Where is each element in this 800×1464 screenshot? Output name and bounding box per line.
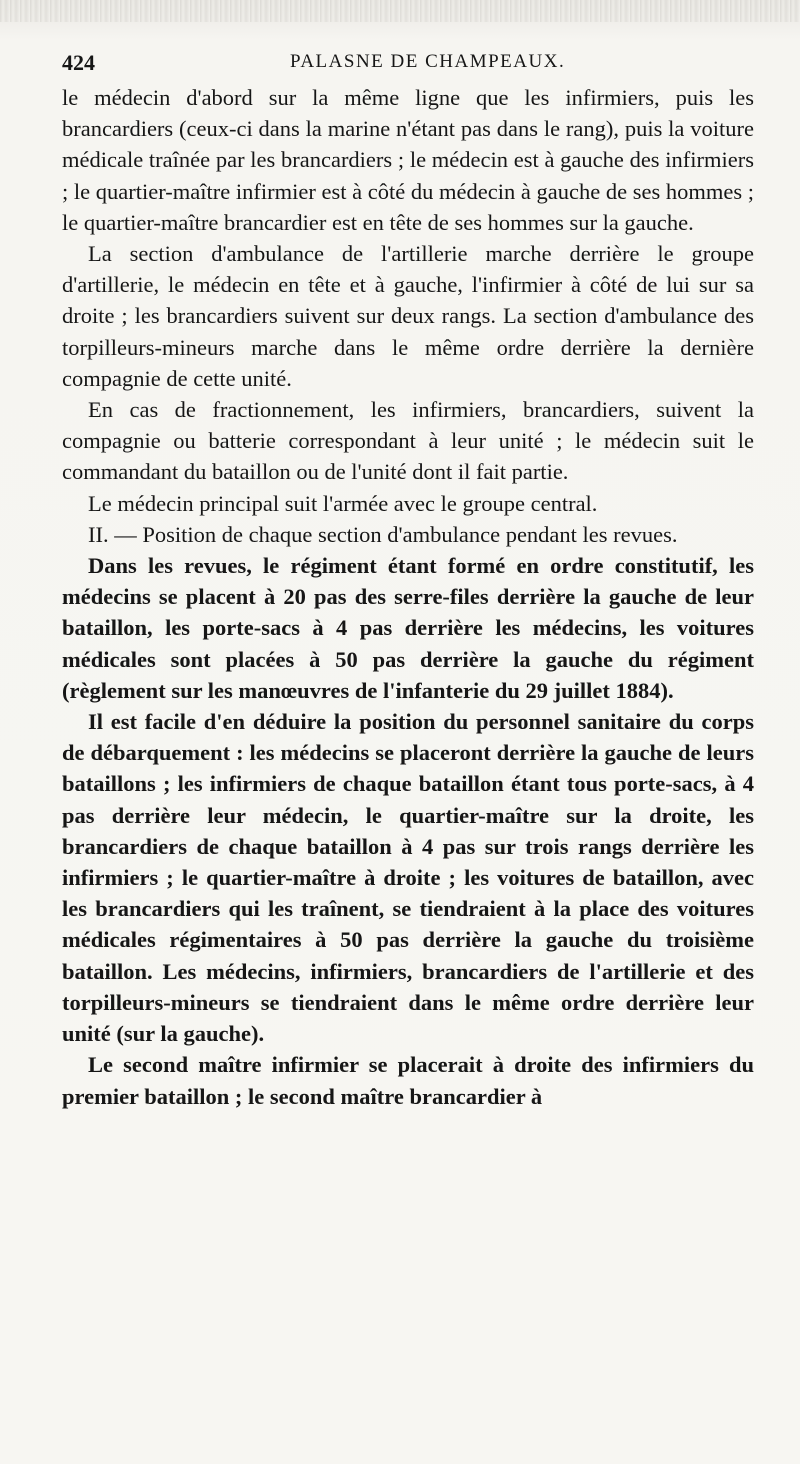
scan-edge bbox=[0, 0, 800, 22]
section-heading: II. — Position de chaque section d'ambulance pendant les revues. bbox=[88, 521, 678, 547]
page-header bbox=[62, 50, 762, 82]
page-number: 424 bbox=[62, 50, 95, 75]
paragraph-4: Le médecin principal suit l'armée avec le groupe central. bbox=[88, 490, 598, 516]
paragraph-7: Le second maître infirmier se placerait à droite des infirmiers du premier bataillon ; le second maître brancardier à bbox=[62, 1052, 754, 1109]
paragraph-6: Il est facile d'en déduire la position du personnel sanitaire du corps de débarquement : les médecins se placeront derrière la gauche de leurs bataillons ; les infirmiers de chaque bataillon étant tous porte-sacs, à 4 pas derrière leur médecin, le quartier-maître sur la droite, les brancardiers de chaque bataillon à 4 pas sur trois rangs derrière les infirmiers ; le quartier-maître à droite ; les voitures de bataillon, avec les brancardiers qui les traînent, se tiendraient à la place des voitures médicales régimentaires à 50 pas derrière la gauche du troisième bataillon. Les médecins, infirmiers, brancardiers de l'artillerie et des torpilleurs-mineurs se tiendraient dans le même ordre derrière leur unité (sur la gauche). bbox=[62, 709, 754, 1047]
body-text bbox=[62, 82, 754, 1112]
paragraph-3: En cas de fractionnement, les infirmiers, brancardiers, suivent la compagnie ou batterie correspondant à leur unité ; le médecin suit le commandant du bataillon ou de l'unité dont il fait partie. bbox=[62, 397, 754, 485]
paragraph-2: La section d'ambulance de l'artillerie marche derrière le groupe d'artillerie, le médecin en tête et à gauche, l'infirmier à côté de lui sur sa droite ; les brancardiers suivent sur deux rangs. La section d'ambulance des torpilleurs-mineurs marche dans le même ordre derrière la dernière compagnie de cette unité. bbox=[62, 241, 754, 391]
running-title: PALASNE DE CHAMPEAUX. bbox=[290, 51, 566, 72]
paragraph-1: le médecin d'abord sur la même ligne que les infirmiers, puis les brancardiers (ceux-ci dans la marine n'étant pas dans le rang), puis la voiture médicale traînée par les brancardiers ; le médecin est à gauche des infirmiers ; le quartier-maître infirmier est à côté du médecin à gauche de ses hommes ; le quartier-maître brancardier est en tête de ses hommes sur la gauche. bbox=[62, 85, 754, 235]
paragraph-5: Dans les revues, le régiment étant formé en ordre constitutif, les médecins se placent à 20 pas des serre-files derrière la gauche de leur bataillon, les porte-sacs à 4 pas derrière les médecins, les voitures médicales sont placées à 50 pas derrière la gauche du régiment (règlement sur les manœuvres de l'infanterie du 29 juillet 1884). bbox=[62, 553, 754, 703]
